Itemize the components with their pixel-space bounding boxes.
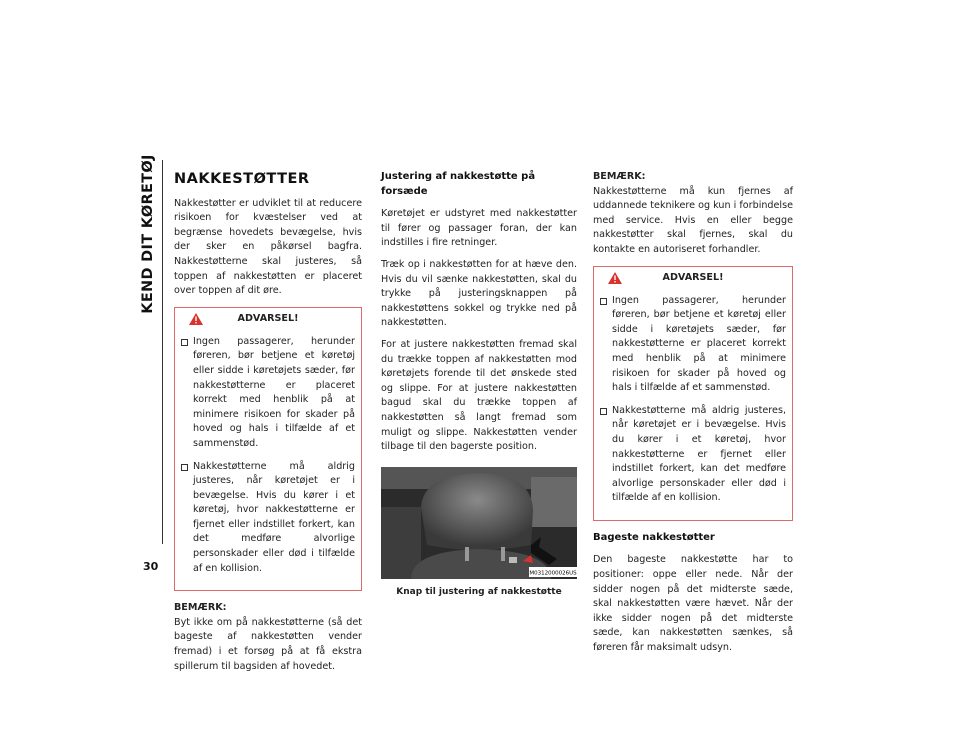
headrest-illustration <box>381 467 577 579</box>
warning-item <box>181 460 355 577</box>
bullet-box-icon <box>181 464 188 471</box>
warning-item <box>600 294 786 396</box>
column-1 <box>174 170 362 681</box>
page-number: 30 <box>143 560 159 573</box>
warning-item-text: Ingen passagerer, herunder føreren, bør betjene et køretøj eller sidde i køretøjets sæder, før nakkestøtterne er placeret korrekt med henblik på at minimere risikoen for skader på hoved og hals i tilfælde af et sammenstød. <box>193 335 355 449</box>
paragraph: Træk op i nakkestøtten for at hæve den. Hvis du vil sænke nakkestøtten, skal du trykke på justeringsknappen på nakkestøttens sokkel og trykke ned på nakkestøtten. <box>381 258 577 329</box>
warning-header <box>181 308 355 332</box>
warning-title: ADVARSEL! <box>237 312 299 324</box>
photo-caption: Knap til justering af nakkestøtte <box>396 586 562 597</box>
paragraph: Den bageste nakkestøtte har to positioner: oppe eller nede. Når der sidder nogen på det midterste sæde, skal nakkestøtten være hævet. Når der ikke sidder nogen på det midterste sæde, kan nakkestøtten sænkes, så føreren får maksimalt udsyn. <box>593 554 793 654</box>
warning-item <box>181 335 355 452</box>
warning-title: ADVARSEL! <box>662 271 724 283</box>
photo-code: M0312000026US <box>529 570 577 577</box>
warning-triangle-icon <box>608 272 622 284</box>
warning-triangle-icon <box>189 313 203 325</box>
warning-item-text: Ingen passagerer, herunder føreren, bør betjene et køretøj eller sidde i køretøjets sæder, før nakkestøtterne er placeret korrekt med henblik på at minimere risikoen for skader på hoved og hals i tilfælde af et sammenstød. <box>612 294 786 394</box>
note-title: BEMÆRK: <box>593 171 646 182</box>
column-3 <box>593 170 793 663</box>
note-text: Byt ikke om på nakkestøtterne (så det bageste af nakkestøtten vender fremad) i et forsøg på at få ekstra spillerum til bagsiden af hovedet. <box>174 616 362 672</box>
bullet-box-icon <box>600 298 607 305</box>
column-2 <box>381 170 577 599</box>
subsection-heading: Justering af nakkestøtte på forsæde <box>381 171 536 197</box>
headrest-photo <box>381 467 577 579</box>
side-section-label: KEND DIT KØRETØJ <box>140 154 156 314</box>
note-text: Nakkestøtterne må kun fjernes af uddannede teknikere og kun i forbindelse med service. Hvis en eller begge nakkestøtter skal fjernes, skal du kontakte en autoriseret forhandler. <box>593 185 793 255</box>
paragraph: Køretøjet er udstyret med nakkestøtter til fører og passager foran, der kan indstilles i fire retninger. <box>381 208 577 249</box>
side-rule <box>162 160 163 544</box>
warning-item-text: Nakkestøtterne må aldrig justeres, når køretøjet er i bevægelse. Hvis du kører i et køretøj, hvor nakkestøtterne er fjernet eller indstillet forkert, kan det medføre alvorlige personskader eller død i tilfælde af en kollision. <box>193 460 355 574</box>
warning-item <box>600 404 786 506</box>
warning-box <box>174 307 362 592</box>
bullet-box-icon <box>181 339 188 346</box>
paragraph: For at justere nakkestøtten fremad skal du trække toppen af nakkestøtten mod køretøjets forende til det ønskede sted og slippe. For at justere nakkestøtten bagud skal du trække toppen af nakkestøtten så langt fremad som muligt og slippe. Nakkestøtten vender tilbage til den bagerste position. <box>381 338 577 453</box>
subsection-heading: Bageste nakkestøtter <box>593 531 715 543</box>
warning-header <box>600 267 786 291</box>
warning-item-text: Nakkestøtterne må aldrig justeres, når køretøjet er i bevægelse. Hvis du kører i et køretøj, hvor nakkestøtterne er fjernet eller indstillet forkert, kan det medføre alvorlige personskader eller død i tilfælde af en kollision. <box>612 404 786 504</box>
bullet-box-icon <box>600 408 607 415</box>
note-title: BEMÆRK: <box>174 602 227 614</box>
intro-paragraph: Nakkestøtter er udviklet til at reducere risikoen for kvæstelser ved at begrænse hovedets bevægelse, hvis der sker en påkørsel bagfra. Nakkestøtterne skal justeres, så toppen af nakkestøtten er placeret over toppen af dit øre. <box>174 197 362 297</box>
section-title: NAKKESTØTTER <box>174 171 310 187</box>
warning-box <box>593 266 793 521</box>
